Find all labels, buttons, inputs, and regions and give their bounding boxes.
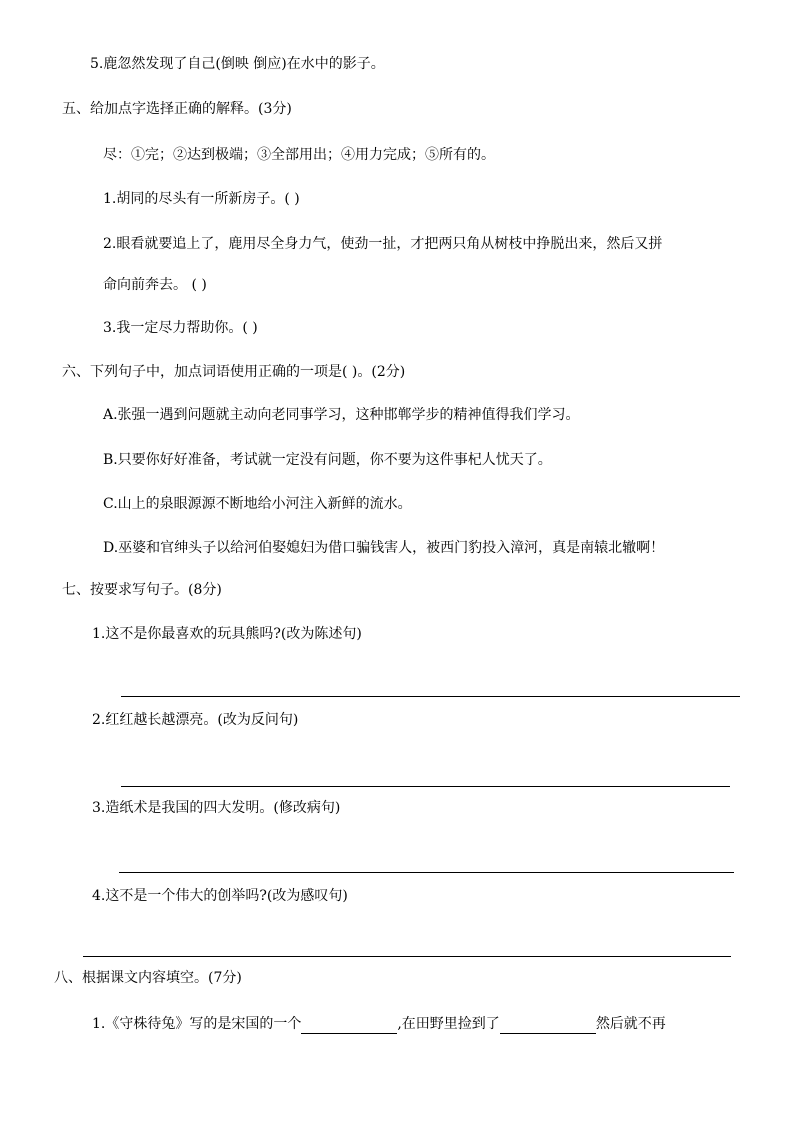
section6-heading: 六、下列句子中，加点词语使用正确的一项是( )。(2分) bbox=[62, 364, 406, 380]
q5-item-5: 5.鹿忽然发现了自己(倒映 倒应)在水中的影子。 bbox=[90, 56, 385, 72]
section7-heading: 七、按要求写句子。(8分) bbox=[62, 582, 222, 598]
answer-line-2[interactable] bbox=[121, 786, 730, 787]
answer-line-3[interactable] bbox=[119, 872, 734, 873]
section8-item-1-text-a: 1.《守株待兔》写的是宋国的一个 bbox=[92, 1016, 302, 1032]
section6-option-c: C.山上的泉眼源源不断地给小河注入新鲜的流水。 bbox=[103, 496, 412, 512]
answer-line-1[interactable] bbox=[121, 696, 740, 697]
section8-item-1-text-c: 然后就不再 bbox=[595, 1016, 666, 1032]
section6-option-d: D.巫婆和官绅头子以给河伯娶媳妇为借口骗钱害人，被西门豹投入漳河，真是南辕北辙啊！ bbox=[103, 540, 665, 556]
section5-item-3: 3.我一定尽力帮助你。( ) bbox=[103, 320, 258, 336]
answer-line-4[interactable] bbox=[83, 956, 731, 957]
section7-item-4: 4.这不是一个伟大的创举吗?(改为感叹句) bbox=[92, 888, 348, 904]
section5-definition: 尽：①完；②达到极端；③全部用出；④用力完成；⑤所有的。 bbox=[103, 147, 495, 163]
fill-blank-2[interactable] bbox=[500, 1017, 596, 1034]
section6-option-a: A.张强一遇到问题就主动向老同事学习，这种邯郸学步的精神值得我们学习。 bbox=[103, 407, 580, 423]
section5-item-2-cont: 命向前奔去。 ( ) bbox=[103, 277, 207, 293]
section7-item-2: 2.红红越长越漂亮。(改为反问句) bbox=[92, 712, 299, 728]
section5-item-1: 1.胡同的尽头有一所新房子。( ) bbox=[103, 191, 300, 207]
section6-option-b: B.只要你好好准备，考试就一定没有问题，你不要为这件事杞人忧天了。 bbox=[103, 452, 552, 468]
section5-heading: 五、给加点字选择正确的解释。(3分) bbox=[62, 101, 292, 117]
fill-blank-1[interactable] bbox=[301, 1017, 397, 1034]
section5-item-2: 2.眼看就要追上了，鹿用尽全身力气，使劲一扯，才把两只角从树枝中挣脱出来，然后又拼 bbox=[103, 236, 663, 252]
section8-item-1 bbox=[92, 1014, 666, 1034]
section8-item-1-text-b: ,在田野里捡到了 bbox=[397, 1016, 500, 1032]
section7-item-1: 1.这不是你最喜欢的玩具熊吗?(改为陈述句) bbox=[92, 626, 362, 642]
section7-item-3: 3.造纸术是我国的四大发明。(修改病句) bbox=[92, 800, 341, 816]
section8-heading: 八、根据课文内容填空。(7分) bbox=[54, 970, 242, 986]
